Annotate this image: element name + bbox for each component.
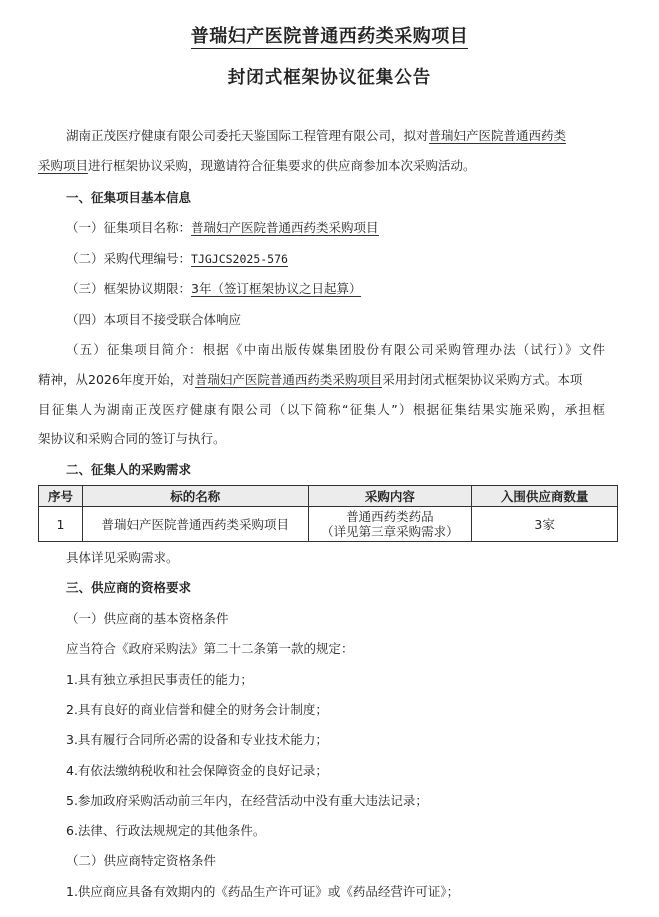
qualification-item: 2.具有良好的商业信誉和健全的财务会计制度； bbox=[66, 702, 328, 717]
table-row bbox=[39, 507, 618, 542]
project-name-row: （一）征集项目名称：普瑞妇产医院普通西药类采购项目 bbox=[66, 220, 379, 235]
intro-line-2: 采购项目进行框架协议采购，现邀请符合征集要求的供应商参加本次采购活动。 bbox=[38, 158, 476, 173]
requirements-note: 具体详见采购需求。 bbox=[66, 550, 179, 565]
qualification-item: 6.法律、行政法规规定的其他条件。 bbox=[66, 823, 266, 838]
section1-heading: 一、征集项目基本信息 bbox=[66, 190, 192, 205]
column-header: 序号 bbox=[39, 486, 83, 507]
section2-heading: 二、征集人的采购需求 bbox=[66, 462, 192, 477]
qualification-item: 4.有依法缴纳税收和社会保障资金的良好记录； bbox=[66, 763, 328, 778]
column-header: 标的名称 bbox=[82, 486, 308, 507]
project-name-value: 普瑞妇产医院普通西药类采购项目 bbox=[191, 220, 379, 235]
table-header-row bbox=[39, 486, 618, 507]
summary-line-2: 精神，从2026年度开始，对普瑞妇产医院普通西药类采购项目采用封闭式框架协议采购方式。本项 bbox=[38, 372, 583, 387]
column-header: 采购内容 bbox=[308, 486, 472, 507]
section3-heading: 三、供应商的资格要求 bbox=[66, 580, 192, 595]
basic-qualifications-heading: （一）供应商的基本资格条件 bbox=[66, 611, 229, 626]
intro-line-1: 湖南正茂医疗健康有限公司委托天鉴国际工程管理有限公司，拟对普瑞妇产医院普通西药类 bbox=[66, 128, 567, 143]
qualifications-intro: 应当符合《政府采购法》第二十二条第一款的规定： bbox=[66, 641, 354, 656]
special-qualification-item: 1.供应商应具备有效期内的《药品生产许可证》或《药品经营许可证》； bbox=[66, 884, 460, 899]
agreement-term-value: 3年（签订框架协议之日起算） bbox=[191, 281, 362, 296]
agency-code-row: （二）采购代理编号：TJGJCS2025-576 bbox=[66, 251, 288, 266]
agreement-term-row: （三）框架协议期限：3年（签订框架协议之日起算） bbox=[66, 281, 362, 296]
row-number: 1 bbox=[39, 507, 83, 542]
column-header: 入围供应商数量 bbox=[472, 486, 618, 507]
summary-line-4: 架协议和采购合同的签订与执行。 bbox=[38, 431, 226, 446]
row-item-name: 普瑞妇产医院普通西药类采购项目 bbox=[82, 507, 308, 542]
document-title: 普瑞妇产医院普通西药类采购项目 bbox=[190, 26, 469, 47]
no-consortium-row: （四）本项目不接受联合体响应 bbox=[66, 312, 242, 327]
special-qualifications-heading: （二）供应商特定资格条件 bbox=[66, 853, 217, 868]
summary-line-1: （五）征集项目简介：根据《中南出版传媒集团股份有限公司采购管理办法（试行）》文件 bbox=[66, 342, 605, 357]
document-subtitle: 封闭式框架协议征集公告 bbox=[227, 68, 432, 88]
agency-code-value: TJGJCS2025-576 bbox=[191, 252, 288, 266]
row-content: 普通西药类药品 （详见第三章采购需求） bbox=[308, 507, 472, 542]
qualification-item: 5.参加政府采购活动前三年内，在经营活动中没有重大违法记录； bbox=[66, 793, 428, 808]
qualification-item: 1.具有独立承担民事责任的能力； bbox=[66, 672, 253, 687]
summary-line-3: 目征集人为湖南正茂医疗健康有限公司（以下简称“征集人”）根据征集结果实施采购，承担框 bbox=[38, 402, 605, 417]
qualification-item: 3.具有履行合同所必需的设备和专业技术能力； bbox=[66, 732, 328, 747]
project-name-link: 普瑞妇产医院普通西药类 bbox=[428, 128, 567, 143]
requirements-table bbox=[38, 485, 618, 542]
row-supplier-count: 3家 bbox=[472, 507, 618, 542]
